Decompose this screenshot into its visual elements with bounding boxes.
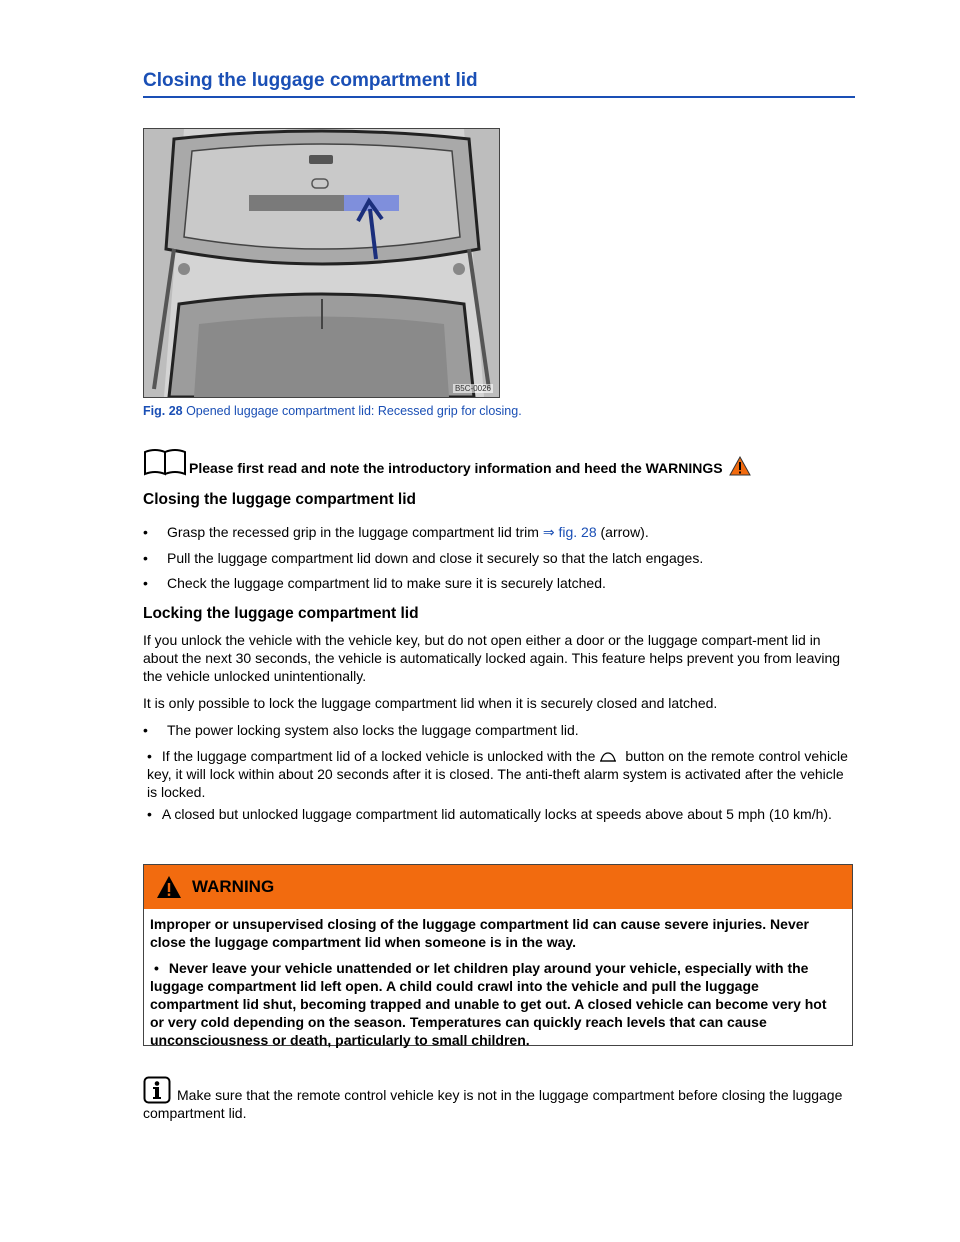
list-item: • The power locking system also locks the luggage compartment lid. [143, 722, 579, 738]
page-title: Closing the luggage compartment lid [143, 70, 855, 98]
list-item: • Pull the luggage compartment lid down and close it securely so that the latch engages. [143, 550, 704, 566]
list-item-text: button on the remote control vehicle key, it will lock within about 20 seconds after it is closed. The anti-theft alarm system is activated after the vehicle is locked. [147, 748, 848, 800]
list-item: • A closed but unlocked luggage compartment lid automatically locks at speeds above about 5 mph (10 km/h). [147, 806, 832, 822]
list-item-text: Grasp the recessed grip in the luggage compartment lid trim [167, 524, 543, 540]
warning-body [144, 909, 852, 1049]
book-icon [143, 448, 189, 476]
paragraph: It is only possible to lock the luggage compartment lid when it is securely closed and latched. [143, 695, 718, 711]
warning-bullet-text: Never leave your vehicle unattended or let children play around your vehicle, especially with the luggage compartment lid left open. A child could crawl into the vehicle and pull the luggage compartment lid shut, becoming trapped and unable to get out. A closed vehicle can become very hot or very cold depending on the season. Temperatures can quickly reach levels that can cause unconsciousness or death, particularly to small children. [150, 960, 827, 1048]
warning-header [144, 865, 852, 909]
paragraph: If you unlock the vehicle with the vehicle key, but do not open either a door or the luggage compart-ment lid in about the next 30 seconds, the vehicle is automatically locked again. This feature helps prevent you from leaving the vehicle unlocked unintentionally. [143, 632, 841, 684]
warning-box [143, 864, 853, 1046]
fig-28-link[interactable]: ⇒ fig. 28 [542, 524, 597, 540]
list-item-text: If the luggage compartment lid of a locked vehicle is unlocked with the [161, 748, 596, 764]
figure-luggage-lid [143, 128, 500, 398]
list-item-text: A closed but unlocked luggage compartment lid automatically locks at speeds above about 5 mph (10 km/h). [161, 806, 832, 822]
intro-text: Please first read and note the introductory information and heed the WARNINGS [189, 460, 723, 476]
figure-caption-text: Opened luggage compartment lid: Recessed grip for closing. [182, 404, 522, 418]
section-heading-closing: Closing the luggage compartment lid [143, 491, 416, 508]
luggage-lid-illustration [144, 129, 499, 397]
list-item-text: Pull the luggage compartment lid down and close it securely so that the latch engages. [167, 550, 704, 566]
info-icon [143, 1076, 171, 1104]
list-item-text: (arrow). [596, 524, 649, 540]
figure-caption-label: Fig. 28 [143, 404, 183, 418]
note-text: Make sure that the remote control vehicle key is not in the luggage compartment before closing the luggage compartment lid. [143, 1087, 843, 1121]
warning-label: WARNING [192, 877, 275, 896]
list-item-text: The power locking system also locks the luggage compartment lid. [167, 722, 579, 738]
warning-triangle-icon [729, 456, 751, 476]
list-item: • If the luggage compartment lid of a locked vehicle is unlocked with the button on the remote control vehicle key, it will lock within about 20 seconds after it is closed. The anti-theft alarm system is activated after the vehicle is locked. [147, 748, 848, 800]
list-item: • Grasp the recessed grip in the luggage compartment lid trim ⇒ fig. 28 (arrow). [143, 524, 649, 540]
warning-paragraph: Improper or unsupervised closing of the luggage compartment lid can cause severe injuries. Never close the luggage compartment lid when someone is in the way. [150, 916, 809, 950]
figure-code: B5C-0026 [454, 384, 491, 393]
warning-triangle-icon [156, 875, 182, 899]
intro-notice [143, 446, 855, 476]
note [143, 1076, 855, 1122]
trunk-button-icon [599, 751, 617, 763]
figure-caption [143, 404, 522, 418]
list-item-text: Check the luggage compartment lid to make sure it is securely latched. [167, 575, 606, 591]
list-item: • Check the luggage compartment lid to make sure it is securely latched. [143, 575, 606, 591]
warning-bullet: • Never leave your vehicle unattended or let children play around your vehicle, especially with the luggage compartment lid left open. A child could crawl into the vehicle and pull the luggage compartment lid shut, becoming trapped and unable to get out. A closed vehicle can become very hot or very cold depending on the season. Temperatures can quickly reach levels that can cause unconsciousness or death, particularly to small children. [150, 960, 827, 1048]
section-heading-locking: Locking the luggage compartment lid [143, 605, 419, 622]
